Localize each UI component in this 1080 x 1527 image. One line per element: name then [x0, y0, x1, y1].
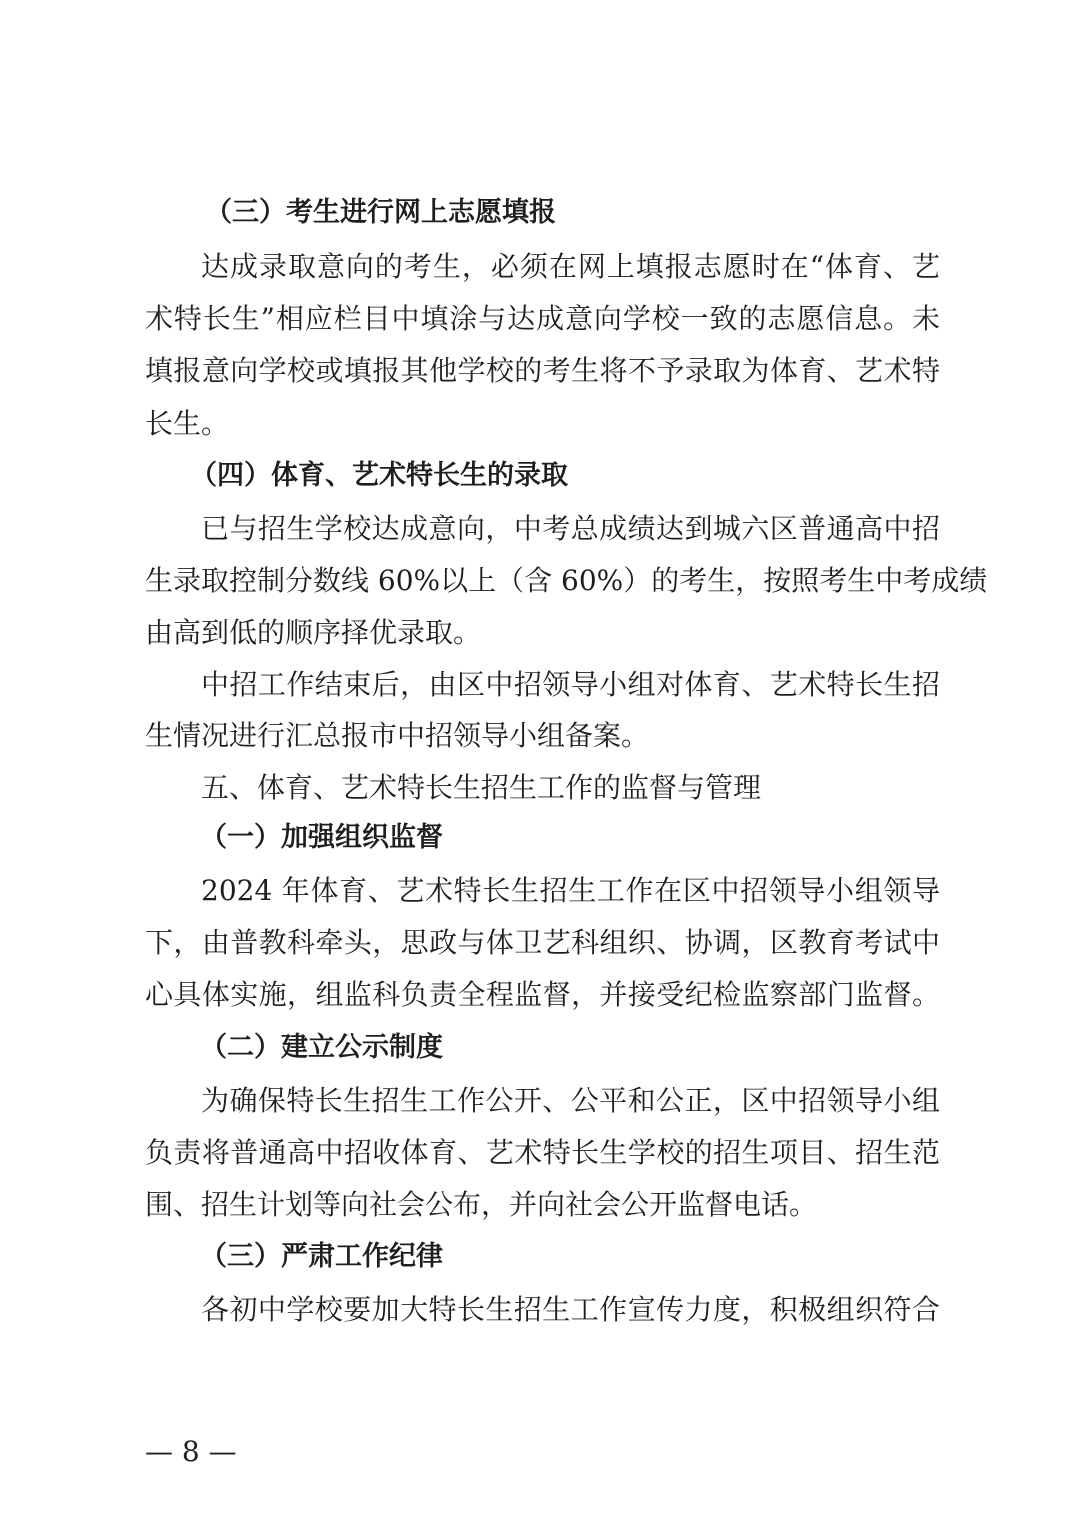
paragraph-line: [0, 916, 1080, 970]
paragraph-line: [0, 292, 1080, 346]
paragraph-text: 下，由普教科牵头，思政与体卫艺科组织、协调，区教育考试中: [145, 926, 940, 959]
paragraph-text: 围、招生计划等向社会公布，并向社会公开监督电话。: [145, 1188, 818, 1221]
paragraph-text: 心具体实施，组监科负责全程监督，并接受纪检监察部门监督。: [145, 978, 940, 1011]
paragraph-text: 中招工作结束后，由区中招领导小组对体育、艺术特长生招: [201, 668, 940, 701]
section-heading-text: （三）考生进行网上志愿填报: [205, 197, 556, 228]
section-heading: [0, 1021, 1080, 1075]
chapter-heading: [0, 761, 1080, 815]
section-heading: [0, 1230, 1080, 1284]
section-heading: [0, 811, 1080, 865]
paragraph-line: [0, 344, 1080, 398]
paragraph-line: [0, 606, 1080, 660]
paragraph-text: 填报意向学校或填报其他学校的考生将不予录取为体育、艺术特: [145, 354, 940, 387]
paragraph-text: 各初中学校要加大特长生招生工作宣传力度，积极组织符合: [201, 1293, 940, 1326]
paragraph-line: [0, 502, 1080, 556]
paragraph-text: 生情况进行汇总报市中招领导小组备案。: [145, 719, 650, 752]
paragraph-line: [0, 968, 1080, 1022]
paragraph-line: [0, 1178, 1080, 1232]
paragraph-text: 生录取控制分数线 60%以上（含 60%）的考生，按照考生中考成绩: [145, 564, 988, 597]
paragraph-line: [0, 1074, 1080, 1128]
paragraph-line: [0, 658, 1080, 712]
paragraph-text: 为确保特长生招生工作公开、公平和公正，区中招领导小组: [201, 1084, 940, 1117]
page-number: — 8 —: [145, 1435, 237, 1468]
paragraph-text: 2024 年体育、艺术特长生招生工作在区中招领导小组领导: [201, 874, 940, 907]
paragraph-text: 已与招生学校达成意向，中考总成绩达到城六区普通高中招: [201, 512, 940, 545]
section-heading: [0, 186, 1080, 240]
section-heading-text: （一）加强组织监督: [200, 822, 443, 853]
paragraph-line: [0, 864, 1080, 918]
section-heading-text: （四）体育、艺术特长生的录取: [190, 460, 568, 491]
paragraph-line: [0, 709, 1080, 763]
paragraph-text: 由高到低的顺序择优录取。: [145, 616, 482, 649]
chapter-heading-text: 五、体育、艺术特长生招生工作的监督与管理: [201, 771, 762, 804]
paragraph-line: [0, 397, 1080, 451]
section-heading-text: （三）严肃工作纪律: [200, 1241, 443, 1272]
paragraph-line: [0, 1283, 1080, 1337]
paragraph-line: [0, 554, 1080, 608]
paragraph-text: 达成录取意向的考生，必须在网上填报志愿时在“体育、艺: [201, 250, 940, 283]
section-heading-text: （二）建立公示制度: [200, 1032, 443, 1063]
paragraph-text: 负责将普通高中招收体育、艺术特长生学校的招生项目、招生范: [145, 1136, 940, 1169]
paragraph-text: 术特长生”相应栏目中填涂与达成意向学校一致的志愿信息。未: [145, 302, 940, 335]
section-heading: [0, 449, 1080, 503]
paragraph-line: [0, 240, 1080, 294]
paragraph-line: [0, 1126, 1080, 1180]
paragraph-text: 长生。: [145, 407, 230, 440]
